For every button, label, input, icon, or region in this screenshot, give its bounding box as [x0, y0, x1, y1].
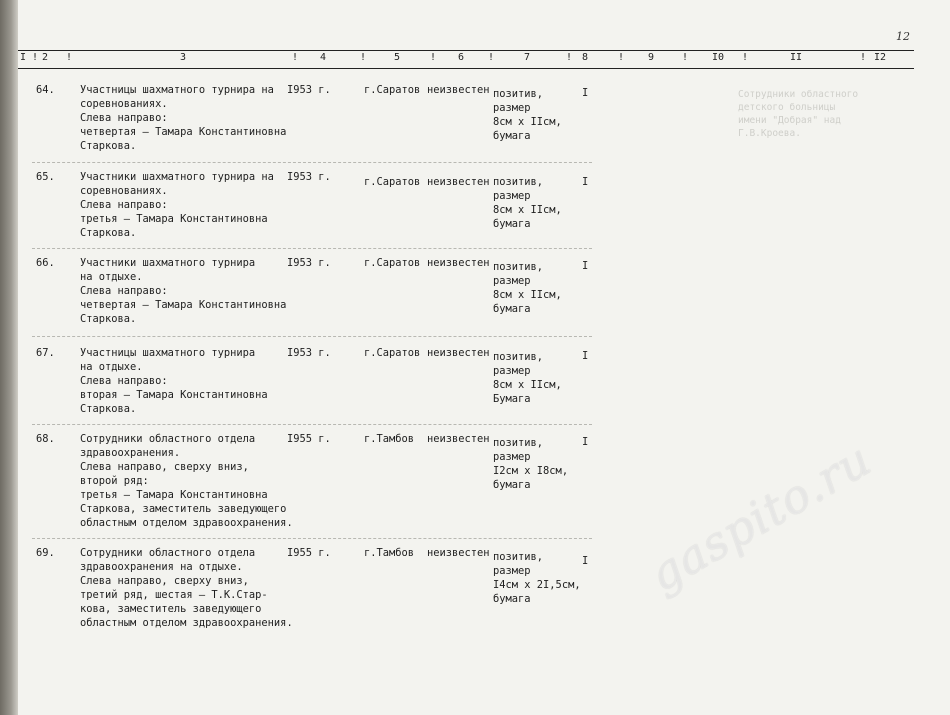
record-year: I953 г. [287, 84, 331, 96]
binding-edge [0, 0, 18, 715]
column-header: 3 [180, 52, 187, 63]
header-bottom-rule [18, 68, 914, 69]
record-description: Сотрудники областного отдела здравоохранения на отдыхе. Слева направо, сверху вниз, третий ряд, шестая – Т.К.Стар- кова, заместитель заведующего областным отделом здравоохранения. [80, 547, 293, 629]
record-technique: позитив, размер I4см х 2I,5см, бумага [493, 551, 581, 605]
record-number: 67. [36, 347, 55, 359]
column-header: 9 [648, 52, 655, 63]
row-separator [32, 336, 592, 337]
record-technique: позитив, размер 8см х IIсм, бумага [493, 176, 562, 230]
watermark: gaspito.ru [640, 431, 881, 602]
record-copies: I [582, 350, 589, 362]
record-year: I955 г. [287, 547, 331, 559]
page-number: 12 [896, 30, 910, 43]
record-number: 69. [36, 547, 55, 559]
column-header: 8 [582, 52, 589, 63]
record-technique: позитив, размер 8см х IIсм, бумага [493, 261, 562, 315]
record-place: г.Саратов [364, 347, 421, 359]
record-number: 68. [36, 433, 55, 445]
record-description: Участницы шахматного турнира на отдыхе. Слева направо: вторая – Тамара Константиновна Старкова. [80, 347, 268, 415]
column-header: 7 [524, 52, 531, 63]
record-author: неизвестен [427, 176, 490, 188]
record-technique: позитив, размер I2см х I8см, бумага [493, 437, 569, 491]
record-place: г.Саратов [364, 176, 421, 188]
record-place: г.Саратов [364, 257, 421, 269]
record-copies: I [582, 87, 589, 99]
column-header: II [790, 52, 803, 63]
record-author: неизвестен [427, 84, 490, 96]
record-copies: I [582, 260, 589, 272]
record-copies: I [582, 436, 589, 448]
row-separator [32, 538, 592, 539]
record-year: I955 г. [287, 433, 331, 445]
record-description: Сотрудники областного отдела здравоохранения. Слева направо, сверху вниз, второй ряд: третья – Тамара Константиновна Старкова, заместитель заведующего областным отделом здравоохранения. [80, 433, 293, 529]
column-header: 2 [42, 52, 49, 63]
column-dividers: ! ! ! ! ! ! ! ! ! ! ! [32, 52, 867, 63]
record-description: Участницы шахматного турнира на соревнованиях. Слева направо: четвертая – Тамара Константиновна Старкова. [80, 84, 287, 152]
record-technique: позитив, размер 8см х IIсм, Бумага [493, 351, 562, 405]
record-description: Участники шахматного турнира на отдыхе. Слева направо: четвертая – Тамара Константиновна Старкова. [80, 257, 287, 325]
record-author: неизвестен [427, 257, 490, 269]
column-header: I [20, 52, 27, 63]
record-number: 64. [36, 84, 55, 96]
record-copies: I [582, 555, 589, 567]
record-number: 66. [36, 257, 55, 269]
column-header: 5 [394, 52, 401, 63]
column-header: 6 [458, 52, 465, 63]
bleed-through-text: Сотрудники областного детского больницы имени "Добрая" над Г.В.Кроева. [738, 89, 859, 139]
record-place: г.Саратов [364, 84, 421, 96]
record-place: г.Тамбов [364, 433, 415, 445]
record-author: неизвестен [427, 547, 490, 559]
row-separator [32, 162, 592, 163]
column-header: 4 [320, 52, 327, 63]
record-year: I953 г. [287, 257, 331, 269]
record-copies: I [582, 176, 589, 188]
record-technique: позитив, размер 8см х IIсм, бумага [493, 88, 562, 142]
column-header: I0 [712, 52, 725, 63]
row-separator [32, 248, 592, 249]
record-description: Участники шахматного турнира на соревнованиях. Слева направо: третья – Тамара Константиновна Старкова. [80, 171, 274, 239]
row-separator [32, 424, 592, 425]
record-number: 65. [36, 171, 55, 183]
header-top-rule [18, 50, 914, 51]
record-year: I953 г. [287, 171, 331, 183]
record-place: г.Тамбов [364, 547, 415, 559]
column-header: I2 [874, 52, 887, 63]
record-author: неизвестен [427, 433, 490, 445]
record-year: I953 г. [287, 347, 331, 359]
record-author: неизвестен [427, 347, 490, 359]
